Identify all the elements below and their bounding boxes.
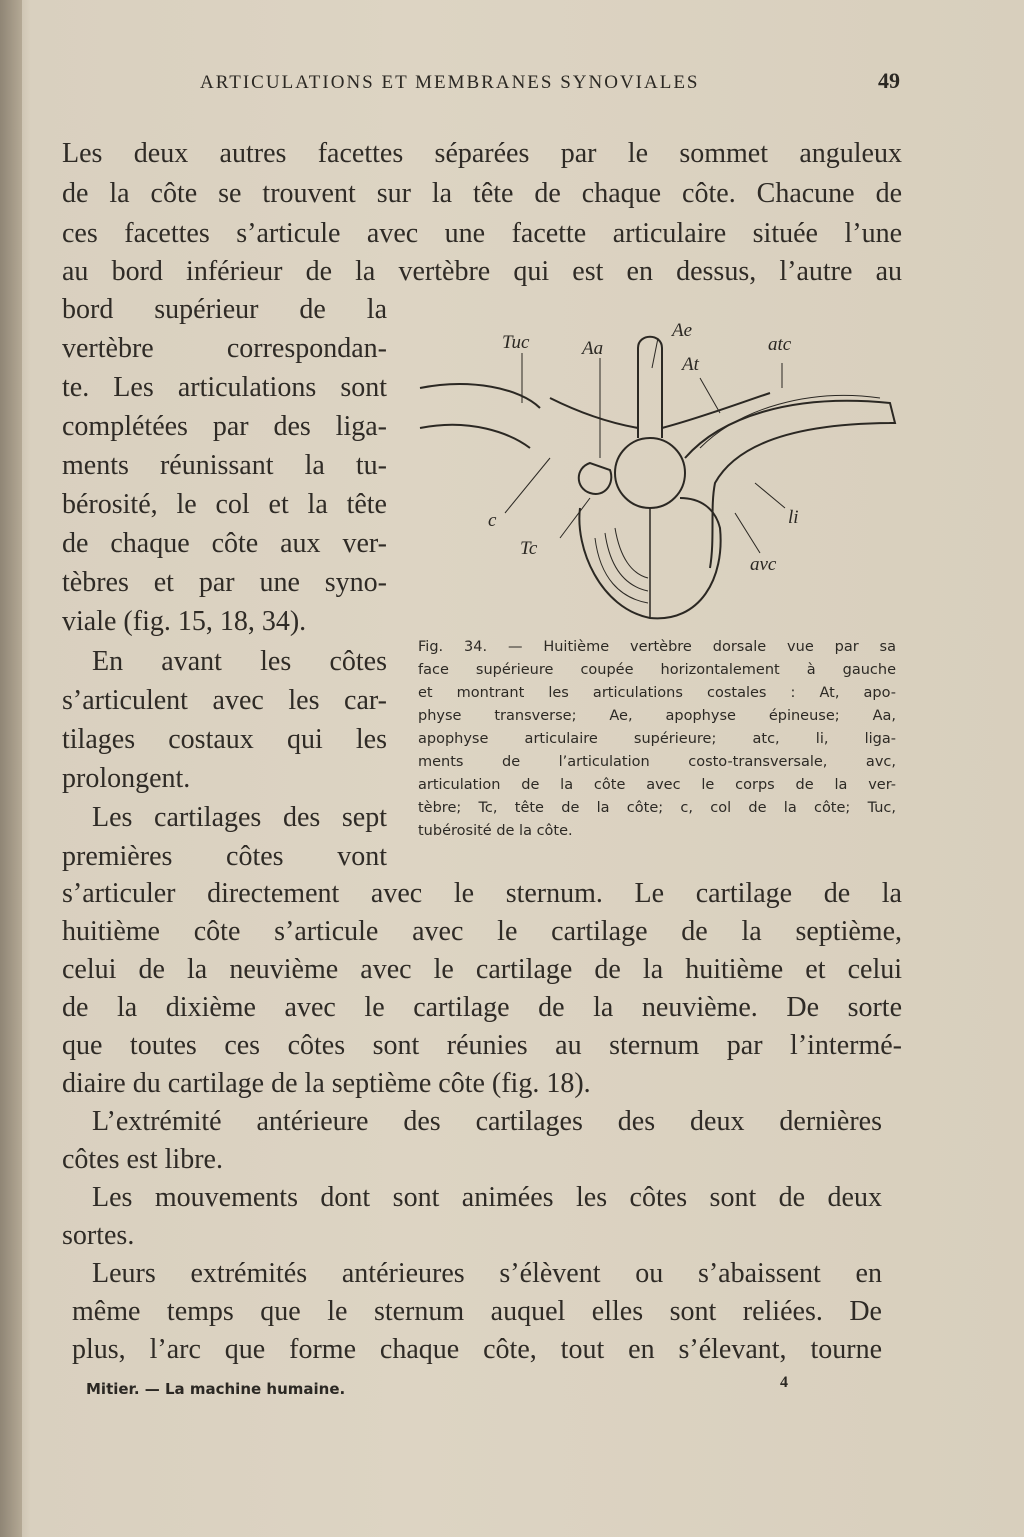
text-line: tilages costaux qui les — [62, 724, 387, 755]
text-line: Les cartilages des sept — [92, 802, 387, 833]
label-tc: Tc — [520, 538, 538, 559]
label-li: li — [788, 507, 799, 528]
text-line: au bord inférieur de la vertèbre qui est en dessus, l’autre au — [62, 256, 902, 287]
caption-line: apophyse articulaire supérieure; atc, li, liga- — [418, 731, 896, 747]
text-line: s’articulent avec les car- — [62, 685, 387, 716]
text-line: huitième côte s’articule avec le cartilage de la septième, — [62, 916, 902, 947]
label-ae: Ae — [672, 320, 693, 341]
caption-line: et montrant les articulations costales : At, apo- — [418, 685, 896, 701]
text-line: sortes. — [62, 1220, 135, 1251]
text-line: ments réunissant la tu- — [62, 450, 387, 481]
page-number: 49 — [878, 68, 900, 93]
text-line: viale (fig. 15, 18, 34). — [62, 606, 307, 637]
text-line: de la côte se trouvent sur la tête de chaque côte. Chacune de — [62, 178, 902, 209]
text-line: Les mouvements dont sont animées les côtes sont de deux — [92, 1182, 882, 1213]
text-line: premières côtes vont — [62, 841, 387, 872]
caption-line: physe transverse; Ae, apophyse épineuse; Aa, — [418, 708, 896, 724]
label-aa: Aa — [582, 338, 604, 359]
text-line: En avant les côtes — [92, 646, 387, 677]
text-line: bord supérieur de la — [62, 294, 387, 325]
text-line: s’articuler directement avec le sternum. Le cartilage de la — [62, 878, 902, 909]
text-line: plus, l’arc que forme chaque côte, tout en s’élevant, tourne — [72, 1334, 882, 1365]
caption-line: Fig. 34. — Huitième vertèbre dorsale vue par sa — [418, 639, 896, 655]
text-line: bérosité, le col et la tête — [62, 489, 387, 520]
text-line: complétées par des liga- — [62, 411, 387, 442]
text-line: Leurs extrémités antérieures s’élèvent ou s’abaissent en — [92, 1258, 882, 1289]
text-line: Les deux autres facettes séparées par le sommet anguleux — [62, 138, 902, 169]
label-at: At — [682, 354, 699, 375]
caption-line: ments de l’articulation costo-transversale, avc, — [418, 754, 896, 770]
caption-line: tèbre; Tc, tête de la côte; c, col de la côte; Tuc, — [418, 800, 896, 816]
text-line: ces facettes s’articule avec une facette articulaire située l’une — [62, 218, 902, 249]
text-line: celui de la neuvième avec le cartilage de la huitième et celui — [62, 954, 902, 985]
page-header — [200, 68, 900, 104]
text-line: L’extrémité antérieure des cartilages des deux dernières — [92, 1106, 882, 1137]
page-gutter — [0, 0, 22, 1537]
figure-caption — [418, 636, 896, 843]
text-line: de chaque côte aux ver- — [62, 528, 387, 559]
text-line: de la dixième avec le cartilage de la neuvième. De sorte — [62, 992, 902, 1023]
running-title: ARTICULATIONS ET MEMBRANES SYNOVIALES — [200, 72, 700, 93]
text-line: prolongent. — [62, 763, 191, 794]
vertebra-figure — [410, 308, 905, 628]
text-line: même temps que le sternum auquel elles sont reliées. De — [72, 1296, 882, 1327]
text-line: te. Les articulations sont — [62, 372, 387, 403]
signature-mark: 4 — [780, 1374, 788, 1391]
page-footer: Mitier. — La machine humaine. — [86, 1380, 346, 1398]
label-avc: avc — [750, 554, 777, 575]
caption-line: tubérosité de la côte. — [418, 823, 573, 839]
label-c: c — [488, 510, 497, 531]
caption-line: articulation de la côte avec le corps de la ver- — [418, 777, 896, 793]
text-line: diaire du cartilage de la septième côte (fig. 18). — [62, 1068, 591, 1099]
text-line: côtes est libre. — [62, 1144, 223, 1175]
text-line: que toutes ces côtes sont réunies au sternum par l’intermé- — [62, 1030, 902, 1061]
caption-line: face supérieure coupée horizontalement à gauche — [418, 662, 896, 678]
label-tuc: Tuc — [502, 332, 530, 353]
text-line: tèbres et par une syno- — [62, 567, 387, 598]
text-line: vertèbre correspondan- — [62, 333, 387, 364]
label-atc: atc — [768, 334, 792, 355]
